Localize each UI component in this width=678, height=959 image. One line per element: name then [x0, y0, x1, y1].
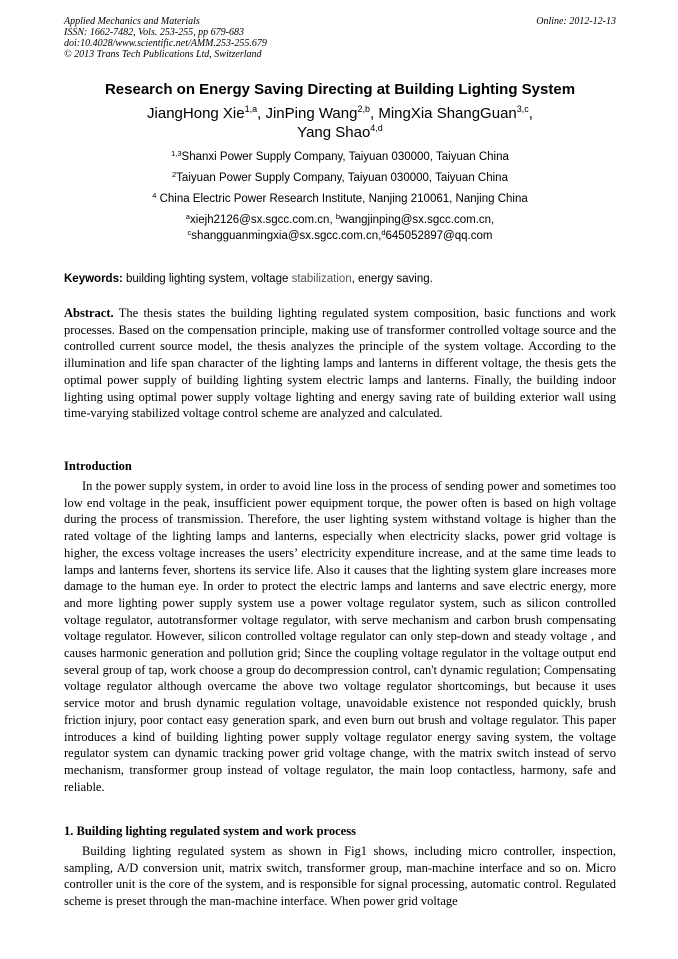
- affiliation-text: Shanxi Power Supply Company, Taiyuan 030000, Taiyuan China: [181, 151, 509, 163]
- email-sup: c: [187, 228, 192, 237]
- keywords-label: Keywords:: [64, 273, 123, 285]
- affiliation-sup: 4: [152, 191, 157, 200]
- introduction-paragraph: In the power supply system, in order to avoid line loss in the process of sending power and sometimes too low end voltage in the peak, insufficient power equipment torque, the power often is based on high voltage during the process of transmission. Therefore, the user lighting system withstand voltage is higher than the rated voltage of the lighting lamps and lanterns, especially when electricity slacks, power grid voltage is higher, the excess voltage increases the users’ electricity expenditure increase, and at the same time leads to lamps and lanterns fever, shortens its service life. Also it causes that the lighting system glare increases more damage to the human eye. In order to protect the electric lamps and lanterns and save electric energy, more and more lighting power supply system use a power voltage regulator system, such as silicon controlled voltage regulator, autotransformer voltage regulator, with serve mechanism and carbon brush compensating voltage regulator. However, silicon controlled voltage regulator can only step-down and steady voltage , and causes harmonic generation and pollution grid; Since the coupling voltage regulator in the voltage output end several group of tap, work choose a group do decompression control, can't dynamic regulation; Compensating voltage regulator although overcame the above two voltage regulator shortcomings, but because it uses service motor and brush dynamic regulation voltage, unavoidable existence not responded quickly, brush friction injury, poor contact easy generation spark, and even burn out brush and voltage regulator. This paper introduces a kind of building lighting power supply voltage regulator energy saving system, the voltage regulator system can dynamic tracking power grid voltage change, with the matrix switch instead of servo mechanism, transformer group instead of voltage regulator, the main loop contactless, harmony, safe and reliable.: [64, 479, 616, 794]
- email-c: shangguanmingxia@sx.sgcc.com.cn,: [191, 230, 382, 242]
- abstract-text: The thesis states the building lighting regulated system composition, basic functions and work processes. Based on the compensation principle, making use of transformer controlled voltage source and the controlled current source model, the thesis analyzes the principle of the system voltage. According to the illumination and life span character of the lighting lamps and lanterns in different voltage, the thesis gets the optimal power supply of building lighting system electric lamps and lanterns. Finally, the building indoor lighting using optimal power supply voltage lighting and energy saving rate of building exterior wall using time-varying stabilized voltage control scheme are analyzed and calculated.: [64, 306, 616, 421]
- email-a: xiejh2126@sx.sgcc.com.cn,: [189, 214, 336, 226]
- keywords: [64, 272, 616, 286]
- email-sup: a: [185, 212, 190, 221]
- affiliation-4: [64, 192, 616, 206]
- affiliation-text: China Electric Power Research Institute, Nanjing 210061, Nanjing China: [156, 193, 528, 205]
- affiliation-text: Taiyuan Power Supply Company, Taiyuan 030000, Taiyuan China: [176, 172, 508, 184]
- author-separator: ,: [257, 105, 266, 122]
- author-name: JinPing Wang: [265, 105, 358, 122]
- copyright-line: © 2013 Trans Tech Publications Ltd, Switzerland: [64, 49, 262, 60]
- affiliation-1: [64, 150, 616, 164]
- journal-info: [64, 16, 616, 60]
- author-separator: ,: [369, 105, 379, 122]
- abstract-label: Abstract.: [64, 306, 114, 320]
- author-name: Yang Shao: [297, 124, 371, 141]
- author-sup: 2,b: [357, 104, 370, 114]
- issn-line: ISSN: 1662-7482, Vols. 253-255, pp 679-683: [64, 27, 244, 38]
- author-name: MingXia ShangGuan: [378, 105, 517, 122]
- email-line-2: [64, 229, 616, 243]
- doi-line: doi:10.4028/www.scientific.net/AMM.253-255.679: [64, 38, 267, 49]
- author-sup: 1,a: [244, 104, 258, 114]
- paper-title: Research on Energy Saving Directing at Building Lighting System: [104, 81, 576, 98]
- author-name: JiangHong Xie: [147, 105, 245, 122]
- abstract: [64, 305, 616, 422]
- email-sup: b: [335, 212, 341, 221]
- keywords-text: stabilization: [291, 273, 352, 285]
- journal-name: Applied Mechanics and Materials: [64, 16, 200, 27]
- author-sup: 3,c: [516, 104, 529, 114]
- author-sup: 4,d: [370, 123, 383, 133]
- affiliation-sup: 1,3: [171, 149, 182, 158]
- section-1-paragraph: Building lighting regulated system as shown in Fig1 shows, including micro controller, inspection, sampling, A/D conversion unit, matrix switch, transformer group, man-machine interface and so on. Micro controller unit is the core of the system, and is responsible for signal processing, automatic control. Regulated scheme is preset through the man-machine interface. When power grid voltage: [64, 844, 616, 909]
- keywords-text: building lighting system, voltage: [122, 273, 292, 285]
- affiliation-sup: 2: [172, 170, 177, 179]
- journal-header: [64, 16, 616, 60]
- email-sup: d: [381, 228, 386, 237]
- introduction-heading: Introduction: [64, 459, 132, 473]
- affiliation-2: [64, 171, 616, 185]
- online-date: Online: 2012-12-13: [536, 16, 616, 27]
- section-1-heading: 1. Building lighting regulated system and work process: [64, 824, 356, 838]
- email-line-1: [64, 213, 616, 227]
- keywords-text: , energy saving.: [351, 273, 433, 285]
- email-b: wangjinping@sx.sgcc.com.cn,: [340, 214, 495, 226]
- author-list: [64, 104, 616, 142]
- email-d: 645052897@qq.com: [385, 230, 493, 242]
- author-separator: ,: [528, 105, 533, 122]
